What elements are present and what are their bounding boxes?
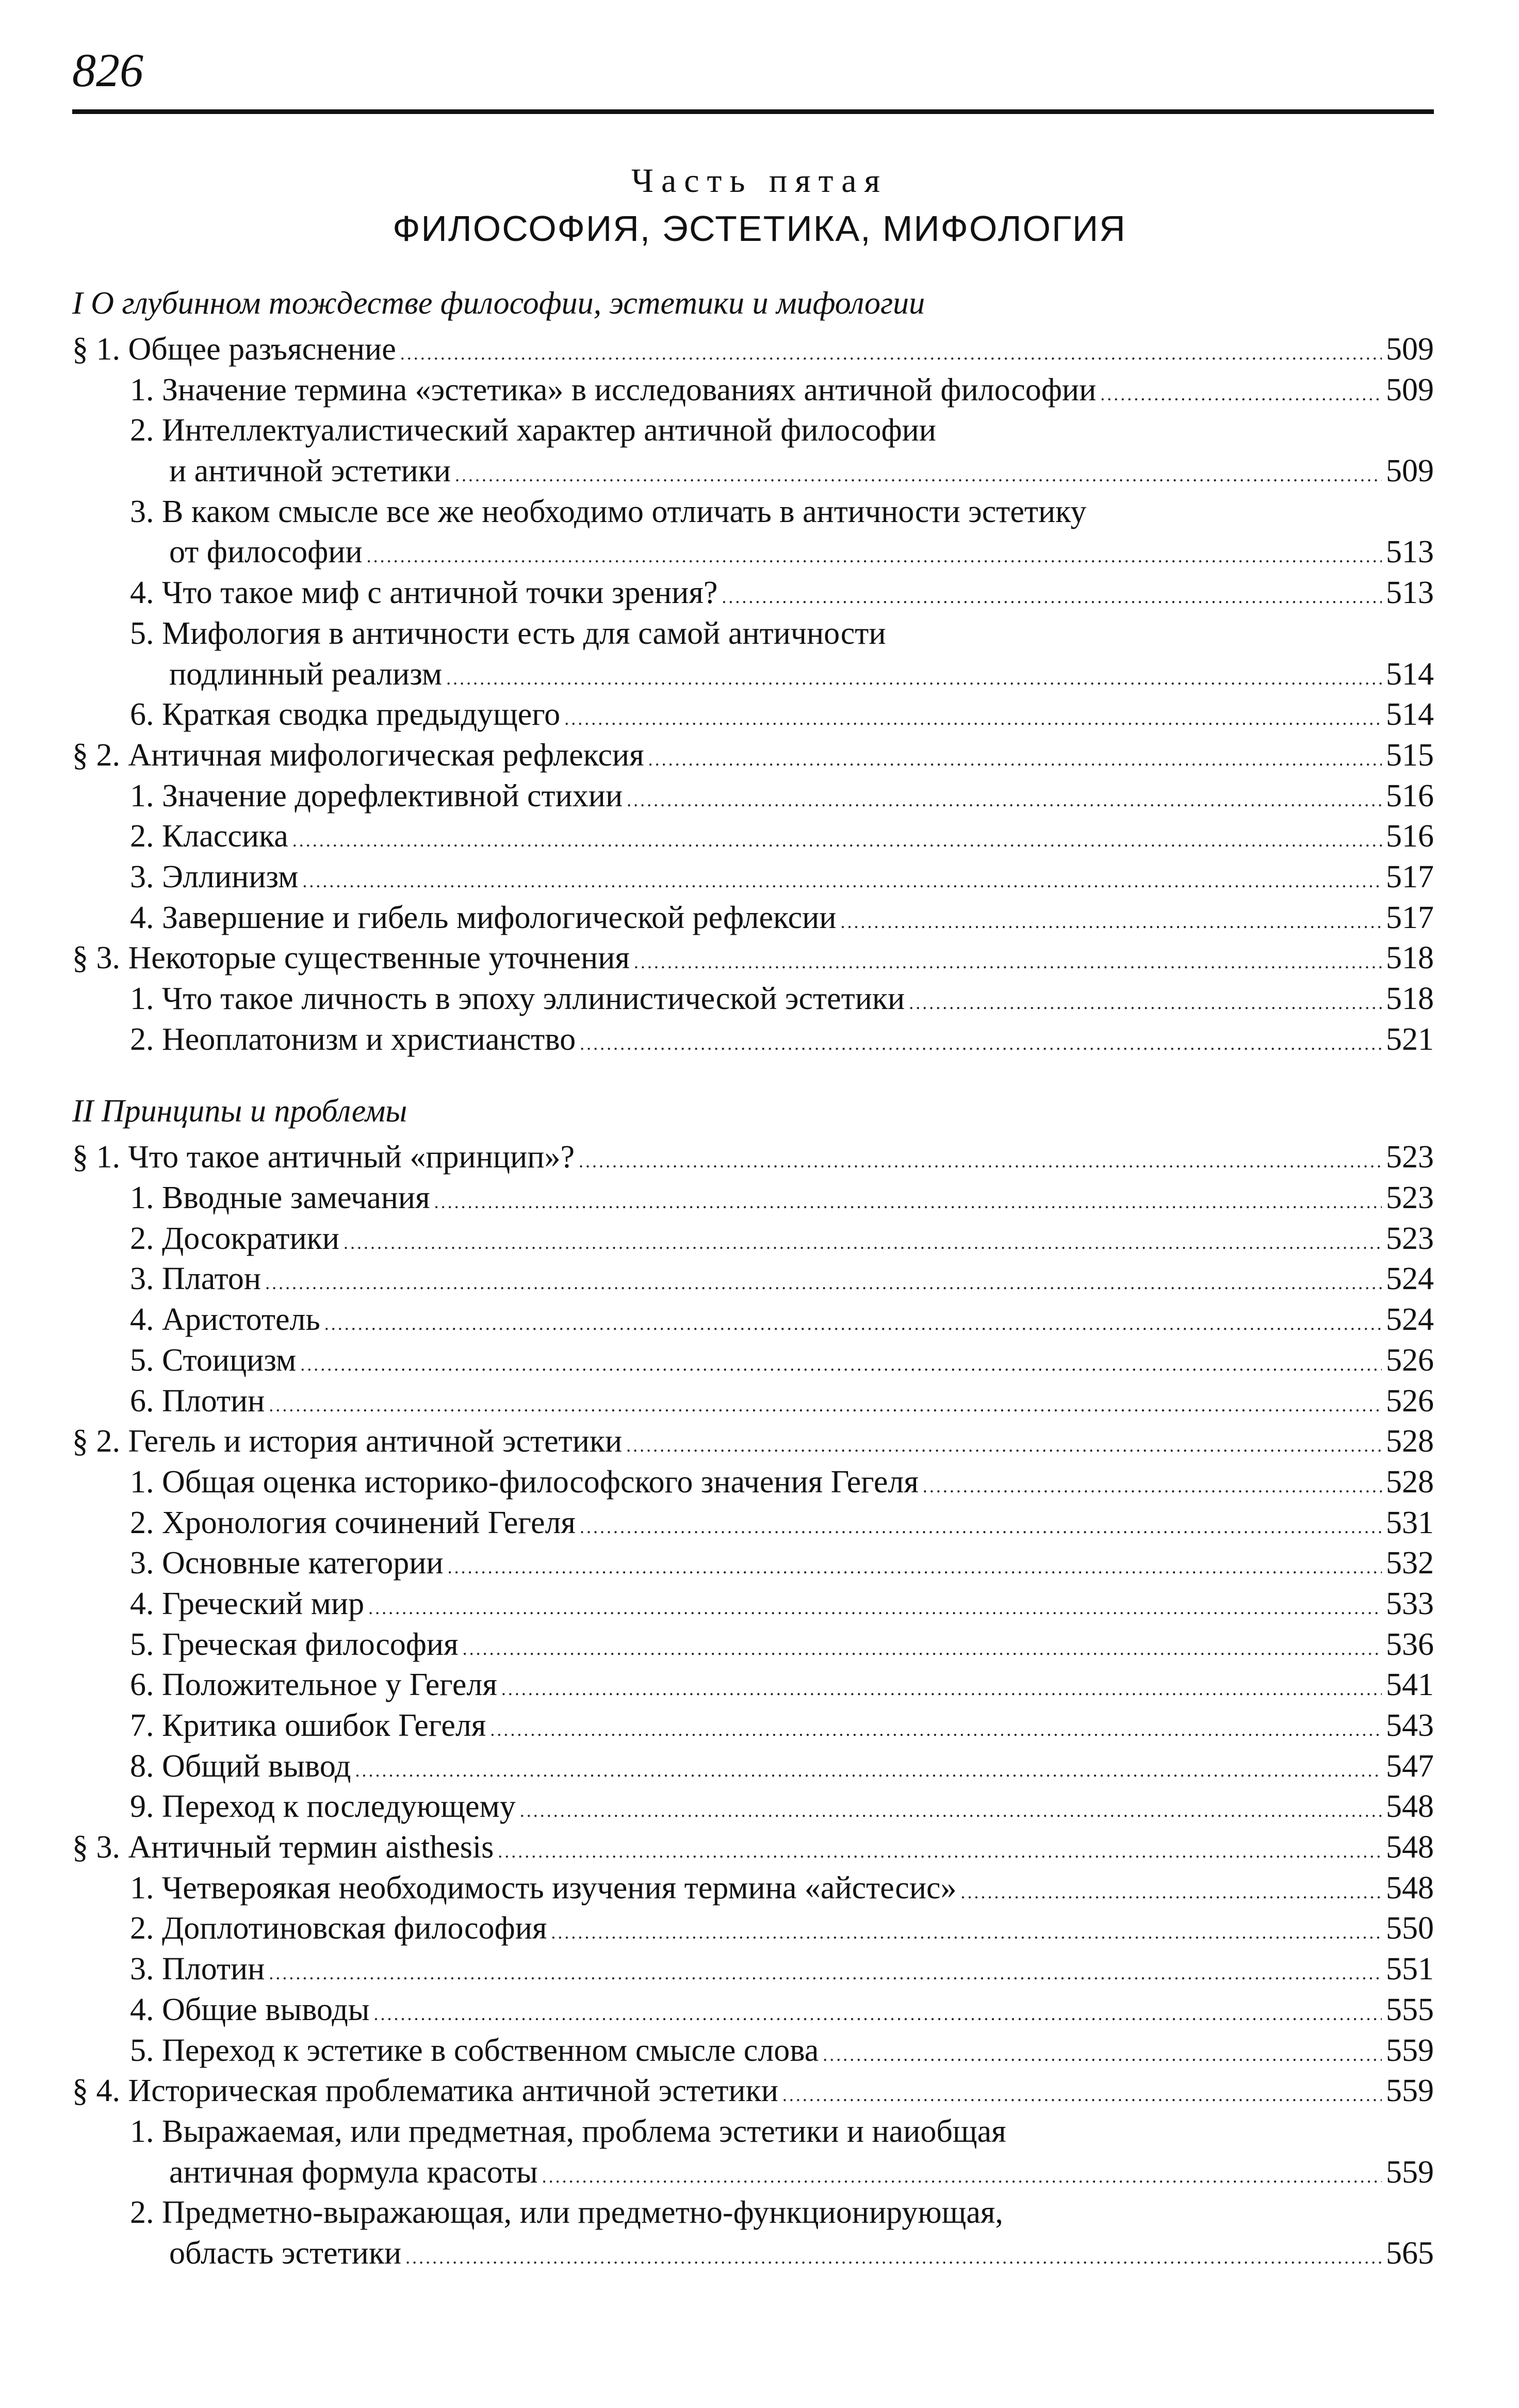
toc-entry[interactable]: 1. Вводные замечания ..... 523 bbox=[72, 1178, 1434, 1218]
toc-entry-line[interactable]: 5. Мифология в античности есть для самой античности bbox=[130, 615, 886, 651]
toc-entry[interactable]: 2. Досократики ..... 523 bbox=[72, 1218, 1434, 1259]
page-ref: 541 bbox=[1386, 1667, 1434, 1703]
toc-entry[interactable]: и античной эстетики ..... 509 bbox=[72, 451, 1434, 492]
toc-entry[interactable]: 6. Плотин ..... 526 bbox=[72, 1381, 1434, 1422]
toc-entry[interactable]: 5. Стоицизм ..... 526 bbox=[72, 1340, 1434, 1381]
page-ref: 523 bbox=[1386, 1140, 1434, 1175]
page-ref: 517 bbox=[1386, 859, 1434, 894]
toc-entry[interactable]: 4. Завершение и гибель мифологической рефлексии ..... 517 bbox=[72, 898, 1434, 938]
chapter-heading: I О глубинном тождестве философии, эстетики и мифологии bbox=[72, 286, 925, 321]
toc-entry[interactable]: 5. Переход к эстетике в собственном смысле слова ..... 559 bbox=[72, 2030, 1434, 2071]
page-ref: 523 bbox=[1386, 1180, 1434, 1216]
toc-entry[interactable]: 1. Значение термина «эстетика» в исследованиях античной философии ..... 509 bbox=[72, 370, 1434, 411]
toc-entry[interactable]: § 1. Что такое античный «принцип»? ..... 523 bbox=[72, 1137, 1434, 1178]
toc-entry-line[interactable]: 3. В каком смысле все же необходимо отличать в античности эстетику bbox=[130, 494, 1087, 529]
toc-entry[interactable]: 6. Краткая сводка предыдущего ..... 514 bbox=[72, 694, 1434, 735]
toc-entry[interactable]: 3. Плотин ..... 551 bbox=[72, 1949, 1434, 1990]
header-rule bbox=[72, 109, 1434, 114]
page-ref: 547 bbox=[1386, 1748, 1434, 1784]
toc-entry[interactable]: 4. Что такое миф с античной точки зрения? ..... 513 bbox=[72, 573, 1434, 613]
toc-entry[interactable]: 3. Основные категории ..... 532 bbox=[72, 1543, 1434, 1584]
toc-entry[interactable]: 2. Классика ..... 516 bbox=[72, 816, 1434, 857]
page-ref: 528 bbox=[1386, 1424, 1434, 1459]
toc-entry[interactable]: 4. Аристотель ..... 524 bbox=[72, 1299, 1434, 1340]
toc-entry[interactable]: § 1. Общее разъяснение ..... 509 bbox=[72, 329, 1434, 370]
page-ref: 523 bbox=[1386, 1221, 1434, 1256]
page-ref: 559 bbox=[1386, 2032, 1434, 2068]
toc-entry[interactable]: 1. Значение дорефлективной стихии ..... 516 bbox=[72, 776, 1434, 817]
page-ref: 532 bbox=[1386, 1545, 1434, 1581]
page-ref: 513 bbox=[1386, 575, 1434, 611]
page-ref: 516 bbox=[1386, 819, 1434, 854]
page-ref: 526 bbox=[1386, 1342, 1434, 1378]
page-ref: 559 bbox=[1386, 2154, 1434, 2190]
page-ref: 565 bbox=[1386, 2235, 1434, 2271]
toc-entry[interactable]: § 4. Историческая проблематика античной эстетики ..... 559 bbox=[72, 2071, 1434, 2111]
toc-entry-line[interactable]: 2. Интеллектуалистический характер античной философии bbox=[130, 413, 936, 448]
page-ref: 551 bbox=[1386, 1951, 1434, 1987]
toc-entry-line[interactable]: 1. Выражаемая, или предметная, проблема эстетики и наиобщая bbox=[130, 2113, 1006, 2149]
toc-entry[interactable]: 6. Положительное у Гегеля ..... 541 bbox=[72, 1665, 1434, 1705]
page-ref: 536 bbox=[1386, 1626, 1434, 1662]
page-ref: 517 bbox=[1386, 900, 1434, 935]
toc-entry[interactable]: 3. Платон ..... 524 bbox=[72, 1259, 1434, 1299]
toc-entry[interactable]: 4. Общие выводы ..... 555 bbox=[72, 1990, 1434, 2030]
page-ref: 524 bbox=[1386, 1261, 1434, 1297]
page-ref: 548 bbox=[1386, 1830, 1434, 1865]
toc-entry[interactable]: 9. Переход к последующему ..... 548 bbox=[72, 1786, 1434, 1827]
part-label: Часть пятая bbox=[631, 162, 888, 200]
page-ref: 509 bbox=[1386, 372, 1434, 408]
page-ref: 528 bbox=[1386, 1464, 1434, 1500]
part-title: ФИЛОСОФИЯ, ЭСТЕТИКА, МИФОЛОГИЯ bbox=[393, 208, 1126, 249]
toc-entry-line[interactable]: 2. Предметно-выражающая, или предметно-функционирующая, bbox=[130, 2195, 1003, 2231]
page-ref: 548 bbox=[1386, 1870, 1434, 1906]
toc-entry[interactable]: 5. Греческая философия ..... 536 bbox=[72, 1624, 1434, 1665]
page-ref: 524 bbox=[1386, 1302, 1434, 1338]
toc-entry[interactable]: античная формула красоты ..... 559 bbox=[72, 2152, 1434, 2193]
page-ref: 514 bbox=[1386, 656, 1434, 692]
chapter-heading: II Принципы и проблемы bbox=[72, 1094, 407, 1129]
page-ref: 509 bbox=[1386, 332, 1434, 367]
page-ref: 509 bbox=[1386, 453, 1434, 489]
toc-entry[interactable]: 2. Доплотиновская философия ..... 550 bbox=[72, 1908, 1434, 1949]
table-of-contents bbox=[72, 278, 1434, 2274]
toc-entry[interactable]: от философии ..... 513 bbox=[72, 532, 1434, 573]
toc-entry[interactable]: § 2. Античная мифологическая рефлексия ..... 515 bbox=[72, 735, 1434, 776]
toc-entry[interactable]: 2. Хронология сочинений Гегеля ..... 531 bbox=[72, 1503, 1434, 1543]
toc-entry[interactable]: 2. Неоплатонизм и христианство ..... 521 bbox=[72, 1019, 1434, 1060]
toc-entry[interactable]: 8. Общий вывод ..... 547 bbox=[72, 1746, 1434, 1787]
toc-entry[interactable]: 4. Греческий мир ..... 533 bbox=[72, 1584, 1434, 1624]
toc-entry[interactable]: 1. Общая оценка историко-философского значения Гегеля ..... 528 bbox=[72, 1462, 1434, 1503]
toc-entry[interactable]: подлинный реализм ..... 514 bbox=[72, 654, 1434, 695]
page-ref: 533 bbox=[1386, 1586, 1434, 1621]
page-ref: 550 bbox=[1386, 1911, 1434, 1946]
page-ref: 526 bbox=[1386, 1383, 1434, 1419]
toc-entry[interactable]: 7. Критика ошибок Гегеля ..... 543 bbox=[72, 1705, 1434, 1746]
page-ref: 548 bbox=[1386, 1789, 1434, 1825]
page-ref: 543 bbox=[1386, 1708, 1434, 1743]
toc-entry[interactable]: 1. Что такое личность в эпоху эллинистической эстетики ..... 518 bbox=[72, 979, 1434, 1019]
page-ref: 514 bbox=[1386, 697, 1434, 733]
page-ref: 515 bbox=[1386, 737, 1434, 773]
page-ref: 555 bbox=[1386, 1992, 1434, 2027]
page-ref: 521 bbox=[1386, 1021, 1434, 1057]
page-ref: 559 bbox=[1386, 2073, 1434, 2109]
toc-entry[interactable]: область эстетики ..... 565 bbox=[72, 2233, 1434, 2274]
page-number: 826 bbox=[72, 44, 143, 96]
toc-entry[interactable]: § 2. Гегель и история античной эстетики ..... 528 bbox=[72, 1421, 1434, 1462]
toc-entry[interactable]: 1. Четверoякая необходимость изучения термина «айстесис» ..... 548 bbox=[72, 1868, 1434, 1909]
toc-entry[interactable]: § 3. Античный термин aisthesis ..... 548 bbox=[72, 1827, 1434, 1868]
toc-entry[interactable]: 3. Эллинизм ..... 517 bbox=[72, 857, 1434, 898]
page-ref: 513 bbox=[1386, 534, 1434, 570]
page-ref: 516 bbox=[1386, 778, 1434, 813]
page-ref: 531 bbox=[1386, 1505, 1434, 1540]
page-ref: 518 bbox=[1386, 981, 1434, 1016]
page-ref: 518 bbox=[1386, 940, 1434, 976]
toc-entry[interactable]: § 3. Некоторые существенные уточнения ..... 518 bbox=[72, 938, 1434, 979]
